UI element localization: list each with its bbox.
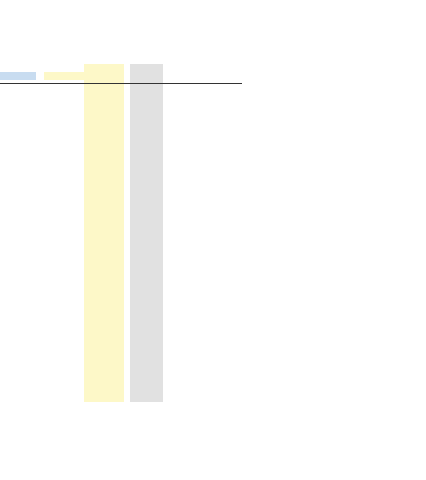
header-band-yellow — [44, 72, 124, 80]
header-rule — [0, 83, 242, 84]
supplemental-highlight — [84, 64, 124, 402]
header-band-blue — [0, 72, 36, 80]
difference-highlight — [130, 64, 163, 402]
